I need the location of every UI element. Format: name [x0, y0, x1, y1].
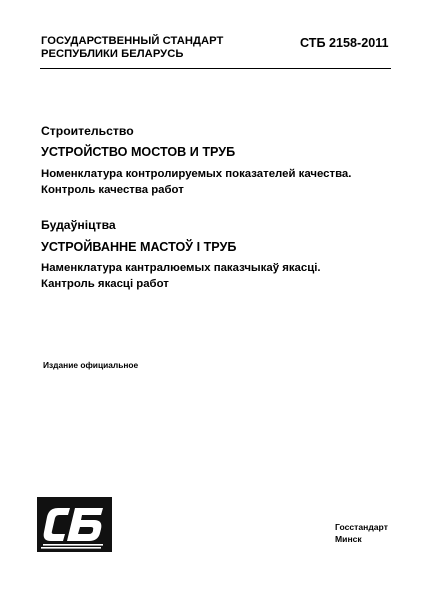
standard-number: СТБ 2158-2011: [300, 36, 389, 50]
gosstandart-logo: [37, 497, 112, 552]
title-by: УСТРОЙВАННЕ МАСТОЎ І ТРУБ: [41, 240, 237, 254]
description-ru-line-1: Номенклатура контролируемых показателей качества.: [41, 168, 352, 180]
edition-note: Издание официальное: [43, 360, 139, 370]
description-ru-line-2: Контроль качества работ: [41, 184, 184, 196]
description-by-line-1: Наменклатура кантралюемых паказчыкаў якасці.: [41, 262, 321, 274]
title-ru: УСТРОЙСТВО МОСТОВ И ТРУБ: [41, 145, 236, 159]
publisher-name: Госстандарт: [335, 522, 388, 532]
logo-mark: [37, 497, 112, 552]
organization-line-2: РЕСПУБЛИКИ БЕЛАРУСЬ: [41, 48, 184, 60]
subject-by: Будаўніцтва: [41, 218, 116, 232]
header-rule: [40, 68, 391, 69]
organization-line-1: ГОСУДАРСТВЕННЫЙ СТАНДАРТ: [41, 35, 224, 47]
subject-ru: Строительство: [41, 124, 134, 138]
description-by-line-2: Кантроль якасці работ: [41, 278, 169, 290]
publisher-city: Минск: [335, 534, 362, 544]
